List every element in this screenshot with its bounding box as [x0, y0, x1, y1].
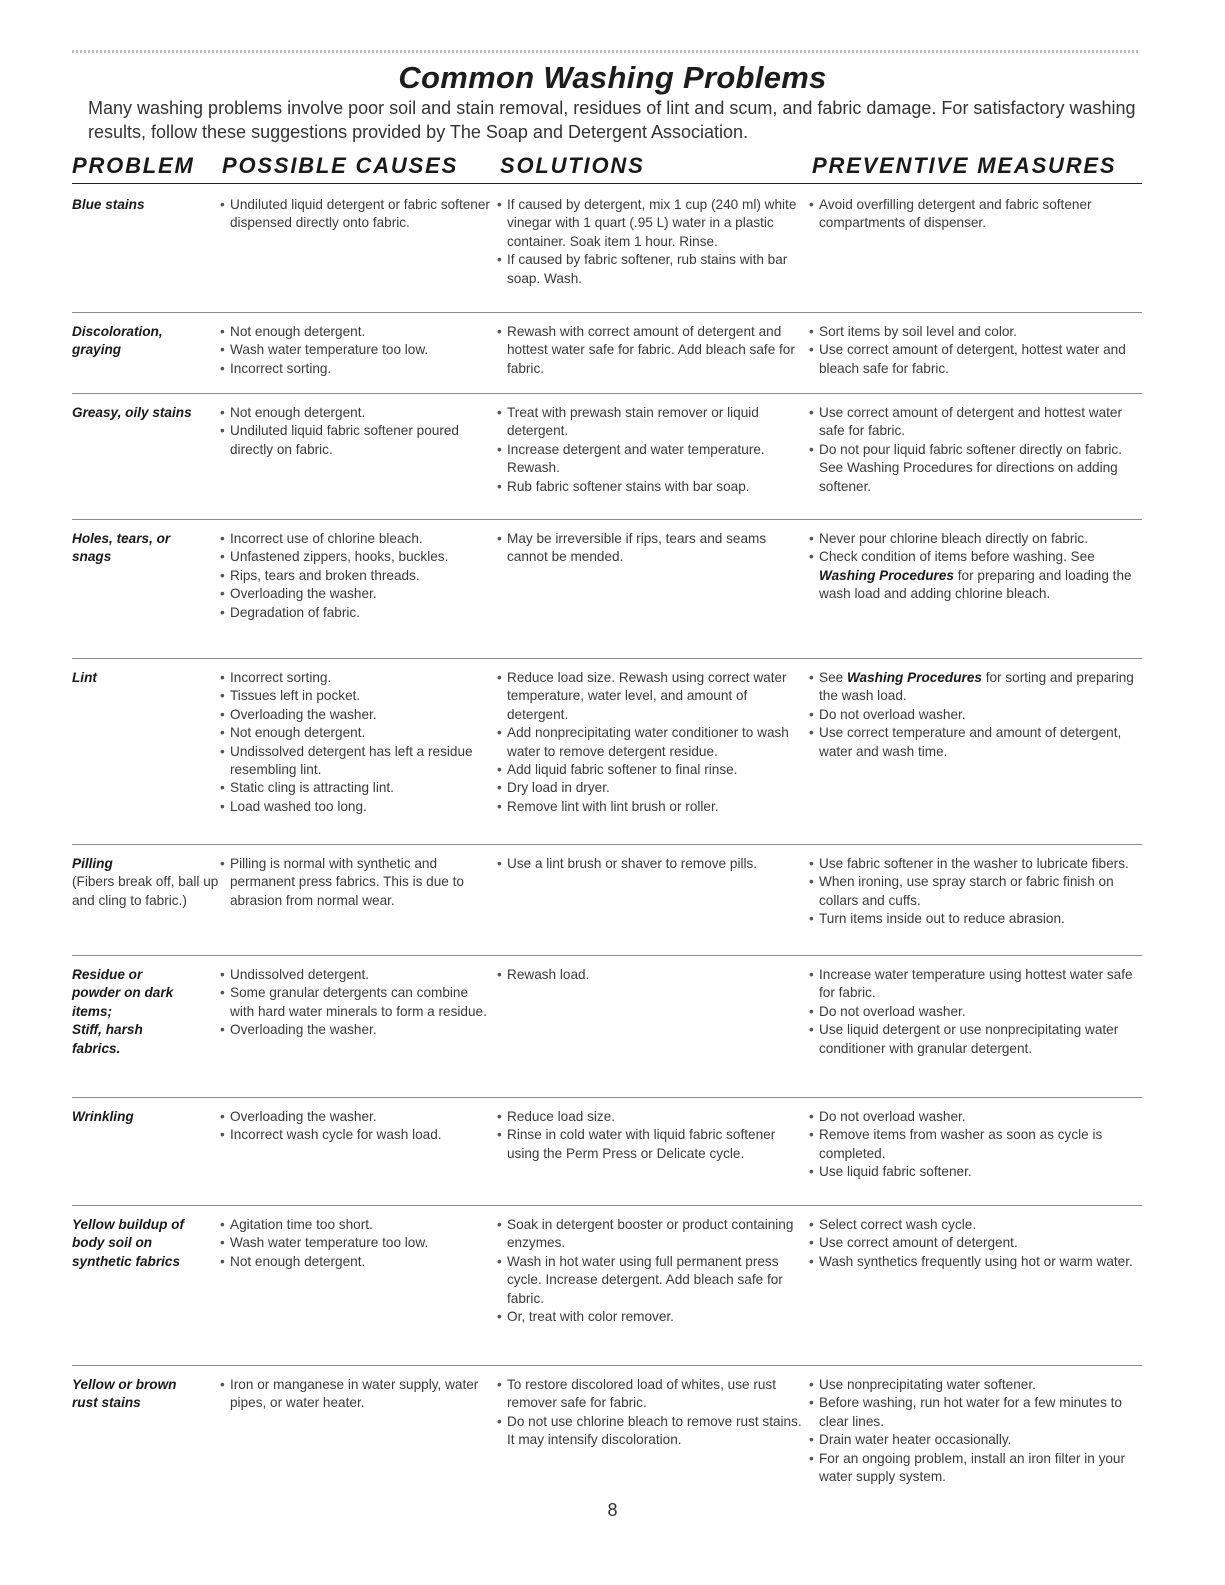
preventive-cell [809, 1376, 1142, 1486]
list-item: • Not enough detergent. [220, 1253, 495, 1271]
preventive-cell [809, 966, 1142, 1058]
list-item: • Undissolved detergent. [220, 966, 495, 984]
table-row [72, 659, 1142, 845]
page-title: Common Washing Problems [398, 60, 827, 95]
list-item: • Pilling is normal with synthetic and permanent press fabrics. This is due to abrasion from normal wear. [220, 855, 495, 910]
list-item: • To restore discolored load of whites, use rust remover safe for fabric. [497, 1376, 807, 1413]
list-item: • Avoid overfilling detergent and fabric softener compartments of dispenser. [809, 196, 1142, 233]
preventive-cell [809, 196, 1142, 233]
list-item: • Do not use chlorine bleach to remove rust stains. It may intensify discoloration. [497, 1413, 807, 1450]
causes-cell [220, 855, 495, 910]
problem-name: Pilling [72, 856, 113, 871]
list-item: • Not enough detergent. [220, 404, 495, 422]
solutions-cell [497, 1376, 807, 1450]
problem-name: Greasy, oily stains [72, 405, 192, 420]
list-item: • Add nonprecipitating water conditioner to wash water to remove detergent residue. [497, 724, 807, 761]
problem-name: snags [72, 549, 112, 565]
table-row [72, 1206, 1142, 1366]
preventive-cell [809, 669, 1142, 761]
list-item: • Not enough detergent. [220, 323, 495, 341]
causes-cell [220, 323, 495, 378]
list-item: • Rewash with correct amount of detergent and hottest water safe for fabric. Add bleach safe for fabric. [497, 323, 807, 378]
causes-cell [220, 1376, 495, 1413]
list-item: • Wash in hot water using full permanent press cycle. Increase detergent. Add bleach safe for fabric. [497, 1253, 807, 1308]
list-item: • Turn items inside out to reduce abrasion. [809, 910, 1142, 928]
list-item: • Some granular detergents can combine with hard water minerals to form a residue. [220, 984, 495, 1021]
list-item: • Unfastened zippers, hooks, buckles. [220, 548, 495, 566]
list-item: • Do not overload washer. [809, 706, 1142, 724]
problem-name: fabrics. [72, 1040, 121, 1056]
list-item: • Increase detergent and water temperature. Rewash. [497, 441, 807, 478]
problem-name: Blue stains [72, 197, 145, 212]
list-item: • Use correct amount of detergent. [809, 1234, 1142, 1252]
problem-name: Wrinkling [72, 1109, 134, 1124]
table-row [72, 956, 1142, 1098]
problem-name: Yellow or brown [72, 1377, 177, 1392]
solutions-cell [497, 404, 807, 496]
item-text: for preparing and loading the wash load and adding chlorine bleach. [819, 567, 1132, 602]
list-item: • Add liquid fabric softener to final rinse. [497, 761, 807, 779]
list-item: • Use liquid detergent or use nonprecipitating water conditioner with granular detergent. [809, 1021, 1142, 1058]
list-item: • Use correct amount of detergent, hottest water and bleach safe for fabric. [809, 341, 1142, 378]
solutions-cell [497, 1216, 807, 1326]
problem-cell [72, 530, 222, 567]
problem-name: items; [72, 1003, 113, 1019]
list-item: • Use a lint brush or shaver to remove pills. [497, 855, 807, 873]
list-item: • Overloading the washer. [220, 1108, 495, 1126]
list-item: • Overloading the washer. [220, 1021, 495, 1039]
washing-procedures-ref: Washing Procedures [819, 567, 954, 583]
item-text: See [819, 670, 844, 685]
list-item: • Use liquid fabric softener. [809, 1163, 1142, 1181]
list-item: • Incorrect wash cycle for wash load. [220, 1126, 495, 1144]
solutions-cell [497, 196, 807, 288]
problem-name: rust stains [72, 1395, 141, 1411]
problem-name: powder on dark [72, 985, 174, 1001]
list-item: • Undissolved detergent has left a residue resembling lint. [220, 743, 495, 780]
list-item: • Use correct amount of detergent and hottest water safe for fabric. [809, 404, 1142, 441]
list-item: • Iron or manganese in water supply, water pipes, or water heater. [220, 1376, 495, 1413]
preventive-cell [809, 855, 1142, 929]
solutions-cell [497, 323, 807, 378]
problems-table [72, 186, 1142, 1491]
list-item: • Reduce load size. [497, 1108, 807, 1126]
item-text: for sorting and preparing the wash load. [819, 670, 1134, 704]
table-row [72, 1366, 1142, 1491]
list-item: • Increase water temperature using hottest water safe for fabric. [809, 966, 1142, 1003]
header-possible-causes: POSSIBLE CAUSES [222, 153, 459, 178]
list-item: • Soak in detergent booster or product containing enzymes. [497, 1216, 807, 1253]
solutions-cell [497, 669, 807, 816]
table-header [72, 153, 1142, 184]
header-preventive-measures: PREVENTIVE MEASURES [812, 153, 1117, 178]
solutions-cell [497, 855, 807, 873]
list-item: • Undiluted liquid detergent or fabric softener dispensed directly onto fabric. [220, 196, 495, 233]
list-item: • Sort items by soil level and color. [809, 323, 1142, 341]
causes-cell [220, 966, 495, 1040]
list-item: • If caused by detergent, mix 1 cup (240 ml) white vinegar with 1 quart (.95 L) water in a plastic container. Soak item 1 hour. Rinse. [497, 196, 807, 251]
causes-cell [220, 404, 495, 459]
table-row [72, 394, 1142, 520]
list-item: • Reduce load size. Rewash using correct water temperature, water level, and amount of detergent. [497, 669, 807, 724]
problem-name: Discoloration, [72, 324, 163, 339]
list-item: • Or, treat with color remover. [497, 1308, 807, 1326]
list-item: • If caused by fabric softener, rub stains with bar soap. Wash. [497, 251, 807, 288]
list-item: • Rub fabric softener stains with bar soap. [497, 478, 807, 496]
list-item: • Incorrect use of chlorine bleach. [220, 530, 495, 548]
list-item: • Do not pour liquid fabric softener directly on fabric. See Washing Procedures for directions on adding softener. [809, 441, 1142, 496]
list-item: • Degradation of fabric. [220, 604, 495, 622]
causes-cell [220, 669, 495, 816]
list-item: • Tissues left in pocket. [220, 687, 495, 705]
problem-cell [72, 323, 222, 360]
problem-cell [72, 404, 227, 422]
problem-cell [72, 1108, 222, 1126]
solutions-cell [497, 1108, 807, 1163]
list-item: • Use nonprecipitating water softener. [809, 1376, 1142, 1394]
problem-name: graying [72, 342, 122, 358]
problem-cell [72, 855, 222, 910]
problem-name: Residue or [72, 967, 143, 982]
list-item: • May be irreversible if rips, tears and seams cannot be mended. [497, 530, 807, 567]
list-item: • Wash synthetics frequently using hot or warm water. [809, 1253, 1142, 1271]
problem-cell [72, 1216, 227, 1271]
list-item: • Never pour chlorine bleach directly on fabric. [809, 530, 1142, 548]
preventive-cell [809, 323, 1142, 378]
list-item: • Before washing, run hot water for a few minutes to clear lines. [809, 1394, 1142, 1431]
list-item: • Load washed too long. [220, 798, 495, 816]
header-problem: PROBLEM [72, 153, 195, 178]
table-row [72, 313, 1142, 394]
list-item: • For an ongoing problem, install an iron filter in your water supply system. [809, 1450, 1142, 1487]
item-text: Check condition of items before washing. See [819, 549, 1095, 565]
causes-cell [220, 196, 495, 233]
problem-cell [72, 669, 222, 687]
list-item: • Rips, tears and broken threads. [220, 567, 495, 585]
list-item: • Overloading the washer. [220, 706, 495, 724]
list-item: • Incorrect sorting. [220, 669, 495, 687]
intro-paragraph: Many washing problems involve poor soil and stain removal, residues of lint and scum, and fabric damage. For satisfactory washing results, follow these suggestions provided by The Soap and Detergent Association. [88, 98, 1136, 142]
list-item: • Agitation time too short. [220, 1216, 495, 1234]
list-item: • When ironing, use spray starch or fabric finish on collars and cuffs. [809, 873, 1142, 910]
list-item: • Wash water temperature too low. [220, 1234, 495, 1252]
problem-name: Stiff, harsh [72, 1022, 143, 1038]
preventive-cell [809, 404, 1142, 496]
problem-name: body soil on [72, 1235, 153, 1251]
list-item: • Rinse in cold water with liquid fabric softener using the Perm Press or Delicate cycle. [497, 1126, 807, 1163]
list-item: • Use fabric softener in the washer to lubricate fibers. [809, 855, 1142, 873]
problem-cell [72, 1376, 222, 1413]
washing-procedures-ref: Washing Procedures [846, 670, 982, 685]
top-dotted-rule [72, 50, 1140, 53]
problem-cell [72, 966, 222, 1058]
header-solutions: SOLUTIONS [500, 153, 645, 178]
causes-cell [220, 1216, 495, 1271]
list-item: • Remove lint with lint brush or roller. [497, 798, 807, 816]
page-number: 8 [607, 1500, 618, 1520]
list-item: • Overloading the washer. [220, 585, 495, 603]
list-item: • Rewash load. [497, 966, 807, 984]
list-item: • Not enough detergent. [220, 724, 495, 742]
problem-name: Holes, tears, or [72, 531, 171, 546]
list-item: • Treat with prewash stain remover or liquid detergent. [497, 404, 807, 441]
list-item: • Select correct wash cycle. [809, 1216, 1142, 1234]
solutions-cell [497, 530, 807, 567]
preventive-cell [809, 530, 1142, 604]
problem-name: Lint [72, 670, 97, 685]
table-row [72, 186, 1142, 313]
table-row [72, 520, 1142, 659]
list-item: • Wash water temperature too low. [220, 341, 495, 359]
list-item [809, 548, 1142, 603]
list-item: • Use correct temperature and amount of detergent, water and wash time. [809, 724, 1142, 761]
problem-name: synthetic fabrics [72, 1253, 181, 1269]
list-item [809, 669, 1142, 706]
solutions-cell [497, 966, 807, 984]
causes-cell [220, 1108, 495, 1145]
problem-note: (Fibers break off, ball up and cling to fabric.) [72, 874, 219, 908]
preventive-cell [809, 1108, 1142, 1182]
causes-cell [220, 530, 495, 622]
table-row [72, 845, 1142, 956]
list-item: • Static cling is attracting lint. [220, 779, 495, 797]
list-item: • Do not overload washer. [809, 1003, 1142, 1021]
list-item: • Dry load in dryer. [497, 779, 807, 797]
preventive-cell [809, 1216, 1142, 1271]
list-item: • Undiluted liquid fabric softener poured directly on fabric. [220, 422, 495, 459]
list-item: • Do not overload washer. [809, 1108, 1142, 1126]
list-item: • Remove items from washer as soon as cycle is completed. [809, 1126, 1142, 1163]
list-item: • Incorrect sorting. [220, 360, 495, 378]
problem-name: Yellow buildup of [72, 1217, 185, 1232]
list-item: • Drain water heater occasionally. [809, 1431, 1142, 1449]
table-row [72, 1098, 1142, 1206]
problem-cell [72, 196, 222, 214]
